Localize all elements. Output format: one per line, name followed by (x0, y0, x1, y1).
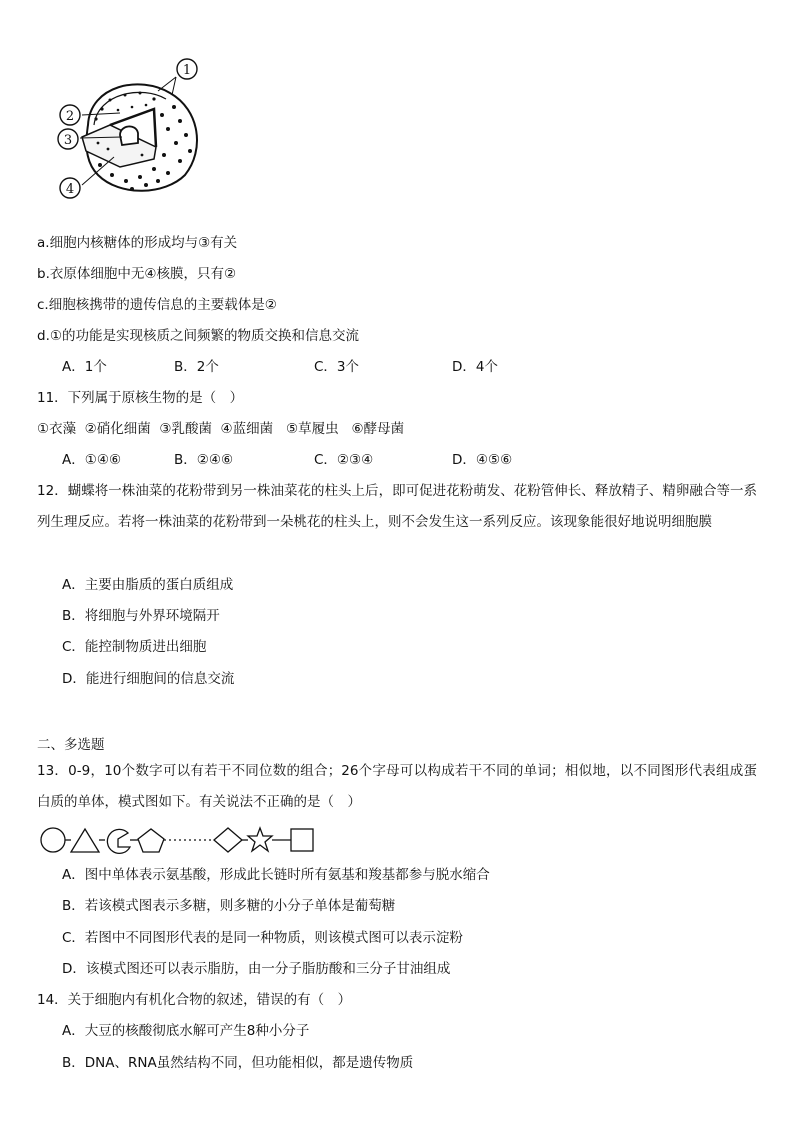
svg-text:2: 2 (65, 109, 75, 124)
monomer-chain-diagram (38, 825, 318, 855)
q10-option-a[interactable]: A．1个 (62, 359, 107, 375)
q13-stem: 13．0-9，10个数字可以有若干不同位数的组合；26个字母可以构成若干不同的单词；相似地，以不同图形代表组成蛋白质的单体，模式图如下。有关说法不正确的是（ ） (37, 763, 757, 810)
svg-text:4: 4 (65, 182, 75, 197)
svg-text:3: 3 (63, 133, 73, 148)
q13-option-c[interactable]: C．若图中不同图形代表的是同一种物质，则该模式图可以表示淀粉 (62, 930, 463, 946)
q10-option-d[interactable]: D．4个 (452, 359, 498, 375)
q11-option-c[interactable]: C．②③④ (314, 452, 374, 468)
q14-option-a[interactable]: A．大豆的核酸彻底水解可产生8种小分子 (62, 1023, 310, 1039)
q10-statement-b: b.衣原体细胞中无④核膜，只有② (37, 266, 237, 282)
q11-option-b[interactable]: B．②④⑥ (174, 452, 234, 468)
q11-option-d[interactable]: D．④⑤⑥ (452, 452, 513, 468)
q12-stem: 12．蝴蝶将一株油菜的花粉带到另一株油菜花的柱头上后，即可促进花粉萌发、花粉管伸长、释放精子、精卵融合等一系列生理反应。若将一株油菜的花粉带到一朵桃花的柱头上，则不会发生这一系列反应。该现象能很好地说明细胞膜 (37, 483, 757, 530)
q13-option-b[interactable]: B．若该模式图表示多糖，则多糖的小分子单体是葡萄糖 (62, 898, 396, 914)
q10-statement-c: c.细胞核携带的遗传信息的主要载体是② (37, 297, 277, 313)
q11-stem: 11．下列属于原核生物的是（ ） (37, 390, 244, 406)
q10-statement-a: a.细胞内核糖体的形成均与③有关 (37, 235, 238, 251)
q11-option-a[interactable]: A．①④⑥ (62, 452, 122, 468)
q12-option-b[interactable]: B．将细胞与外界环境隔开 (62, 608, 220, 624)
q12-option-d[interactable]: D．能进行细胞间的信息交流 (62, 671, 235, 687)
q14-option-b[interactable]: B．DNA、RNA虽然结构不同，但功能相似，都是遗传物质 (62, 1055, 414, 1071)
q12-option-a[interactable]: A．主要由脂质的蛋白质组成 (62, 577, 234, 593)
q11-items: ①衣藻 ②硝化细菌 ③乳酸菌 ④蓝细菌 ⑤草履虫 ⑥酵母菌 (37, 421, 405, 437)
section-title: 二、多选题 (37, 737, 105, 753)
svg-text:1: 1 (182, 63, 192, 78)
q10-option-c[interactable]: C．3个 (314, 359, 360, 375)
q12-option-c[interactable]: C．能控制物质进出细胞 (62, 639, 207, 655)
q13-option-d[interactable]: D．该模式图还可以表示脂肪，由一分子脂肪酸和三分子甘油组成 (62, 961, 451, 977)
q14-stem: 14．关于细胞内有机化合物的叙述，错误的有（ ） (37, 992, 352, 1008)
q10-statement-d: d.①的功能是实现核质之间频繁的物质交换和信息交流 (37, 328, 359, 344)
q13-option-a[interactable]: A．图中单体表示氨基酸，形成此长链时所有氨基和羧基都参与脱水缩合 (62, 867, 490, 883)
nucleus-diagram (50, 55, 220, 205)
q10-option-b[interactable]: B．2个 (174, 359, 219, 375)
